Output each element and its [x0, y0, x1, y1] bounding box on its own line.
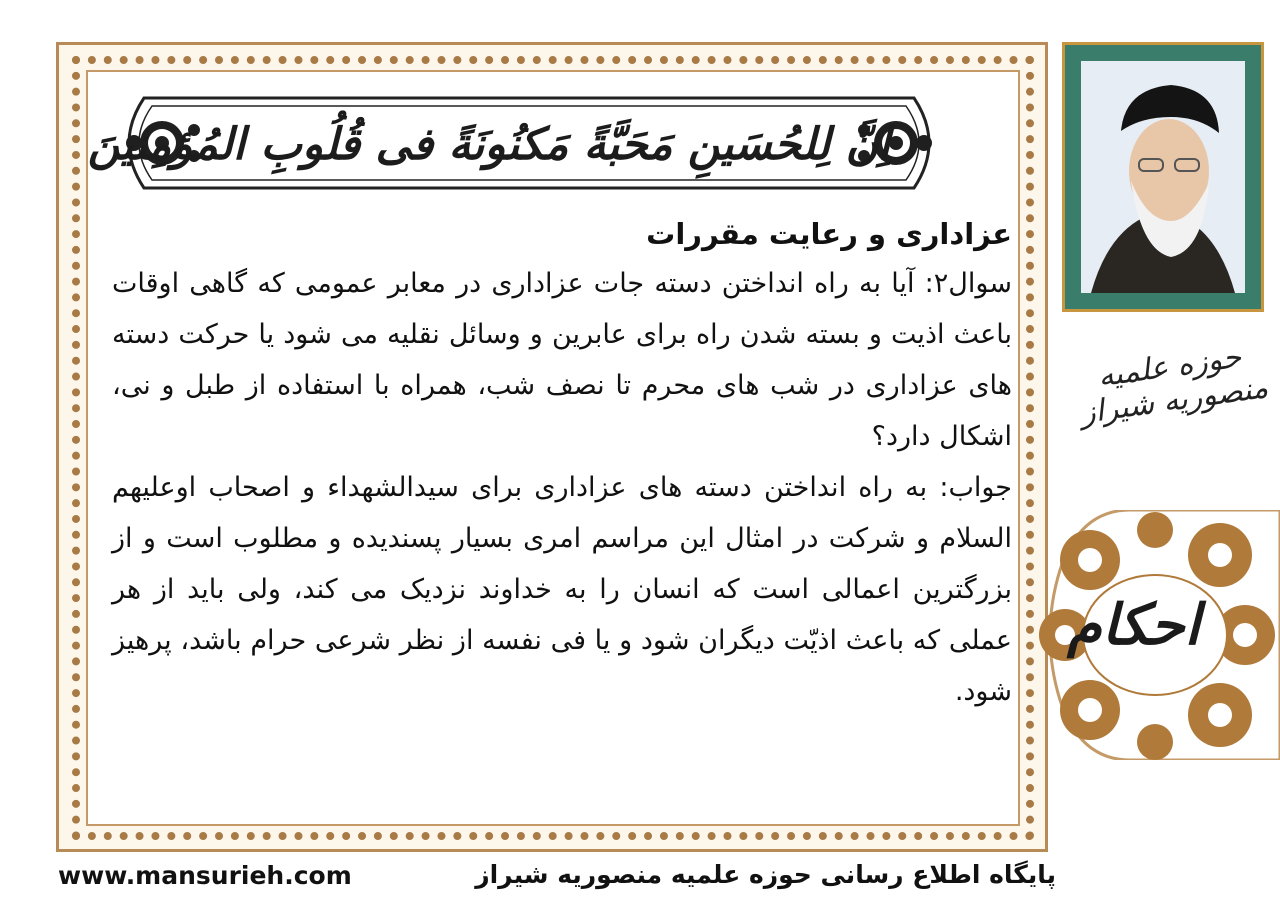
article-title: عزاداری و رعایت مقررات — [646, 217, 1012, 251]
footer-title: پایگاه اطلاع رسانی حوزه علمیه منصوریه شیراز — [475, 860, 1056, 889]
portrait-frame — [1062, 42, 1264, 312]
portrait-photo — [1081, 61, 1245, 293]
ahkam-label: احکام — [1067, 592, 1200, 658]
banner-calligraphy: اِنَّ لِلحُسَینِ مَحَبَّةً مَکنُونَةً فی قُلُوبِ المُؤمِنینَ — [87, 119, 890, 170]
ruling-article — [112, 210, 1012, 717]
cleric-portrait — [1081, 61, 1245, 293]
website-url[interactable]: www.mansurieh.com — [58, 861, 352, 890]
answer-text: جواب: به راه انداختن دسته های عزاداری برای سیدالشهداء و اصحاب اوعلیهم السلام و شرکت در امثال این مراسم امری بسیار پسندیده و مطلوب است و از بزرگترین اعمالی است که انسان را به خداوند نزدیک می کند، ولی باید از هر عملی که باعث اذیّت دیگران شود و یا فی نفسه از نظر شرعی حرام باشد، پرهیز شود. — [112, 472, 1012, 707]
question-text: سوال۲: آیا به راه انداختن دسته جات عزاداری در معابر عمومی که گاهی اوقات باعث اذیت و بسته شدن راه برای عابرین و وسائل نقلیه می شود یا حرکت دسته های عزاداری در شب های محرم تا نصف شب، همراه با استفاده از طبل و نی، اشکال دارد؟ — [112, 268, 1012, 452]
hawza-logo: حوزه علمیه منصوریه شیراز — [1078, 339, 1271, 432]
